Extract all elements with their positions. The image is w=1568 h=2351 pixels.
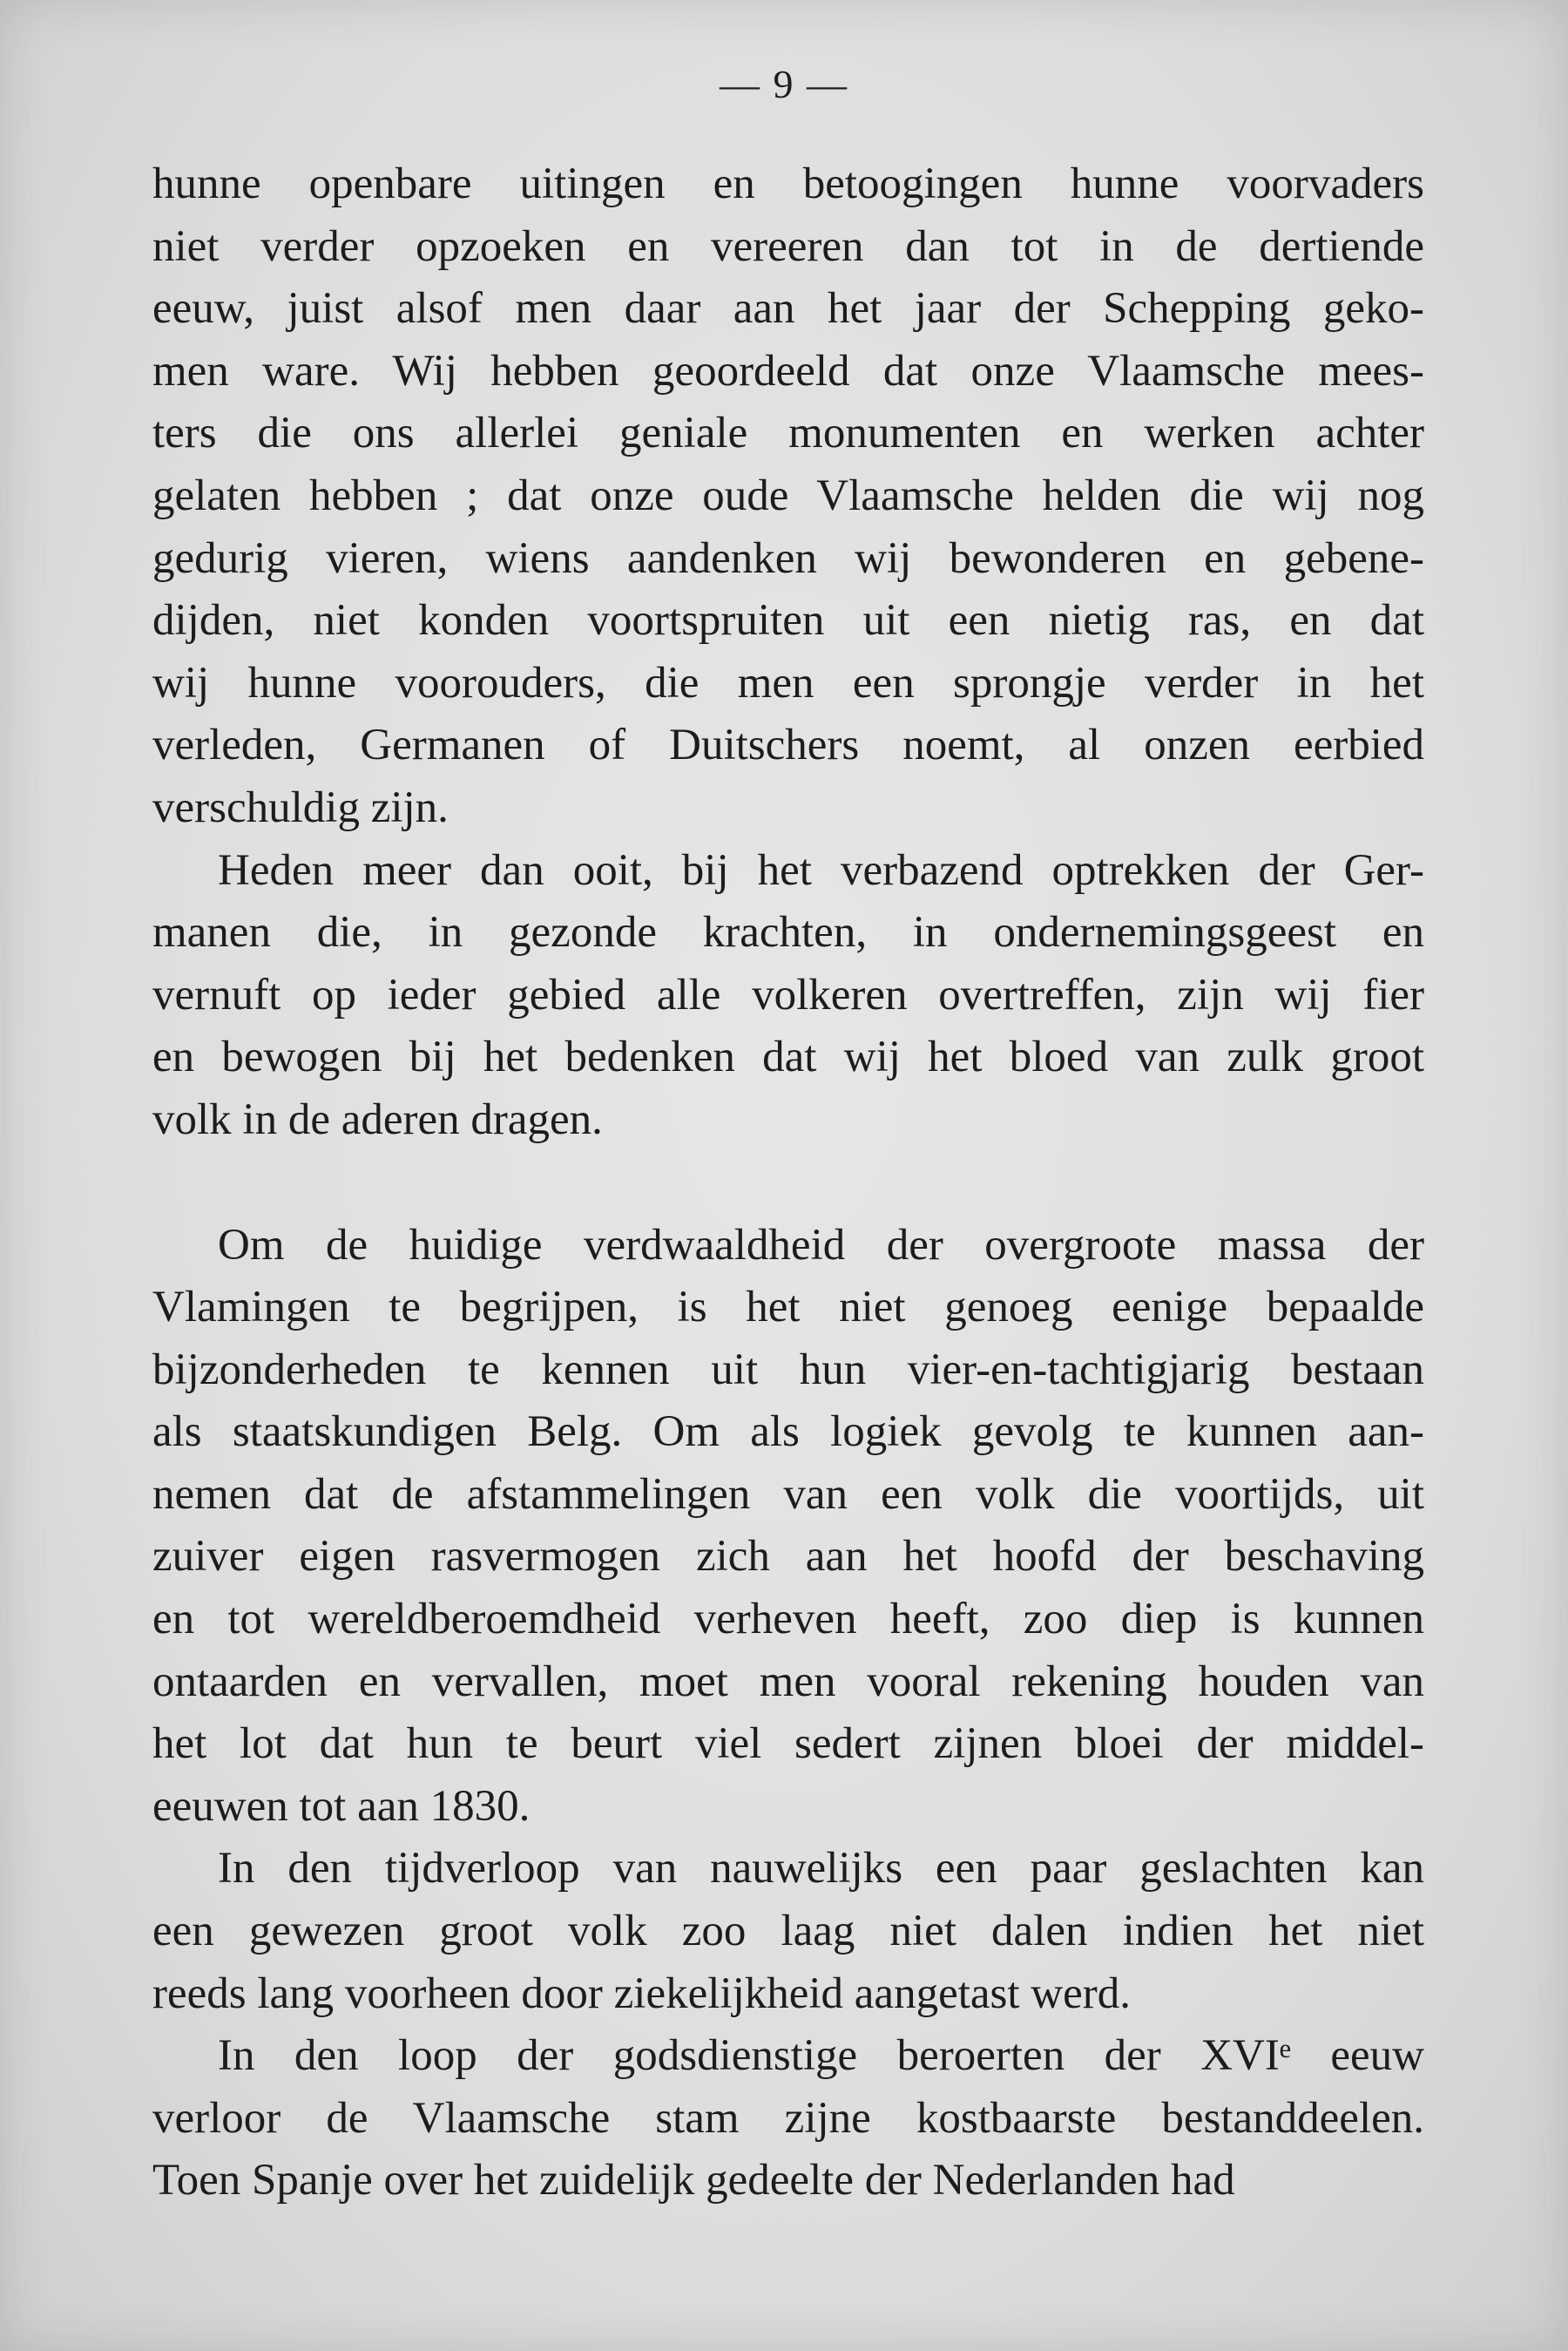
text-line: bijzonderheden te kennen uit hun vier-en-tachtigjarig bestaan (152, 1345, 1424, 1394)
text-line: Toen Spanje over het zuidelijk gedeelte der Nederlanden had (152, 2156, 1235, 2205)
text-line: manen die, in gezonde krachten, in ondernemingsgeest en (152, 908, 1424, 958)
text-line: niet verder opzoeken en vereeren dan tot in de dertiende (152, 221, 1424, 271)
text-line: men ware. Wij hebben geoordeeld dat onze Vlaamsche mees- (152, 346, 1424, 396)
text-line: gedurig vieren, wiens aandenken wij bewonderen en gebene- (152, 533, 1424, 583)
text-line: verloor de Vlaamsche stam zijne kostbaarste bestanddeelen. (152, 2093, 1424, 2143)
text-line: en tot wereldberoemdheid verheven heeft, zoo diep is kunnen (152, 1595, 1424, 1644)
text-line: als staatskundigen Belg. Om als logiek gevolg te kunnen aan- (152, 1407, 1424, 1457)
body-text (152, 153, 1424, 2212)
text-line: ontaarden en vervallen, moet men vooral rekening houden van (152, 1657, 1424, 1706)
text-line: nemen dat de afstammelingen van een volk die voortijds, uit (152, 1469, 1424, 1519)
text-line: eeuw, juist alsof men daar aan het jaar der Schepping geko- (152, 284, 1424, 334)
text-line: verleden, Germanen of Duitschers noemt, al onzen eerbied (152, 721, 1424, 770)
text-line: Heden meer dan ooit, bij het verbazend optrekken der Ger- (218, 845, 1424, 895)
paragraph (152, 1215, 1424, 1839)
section-break (152, 1152, 1424, 1215)
text-line: ters die ons allerlei geniale monumenten en werken achter (152, 409, 1424, 458)
paragraph (152, 153, 1424, 840)
text-line: hunne openbare uitingen en betoogingen hunne voorvaders (152, 159, 1424, 208)
page-number: — 9 — (720, 62, 848, 106)
text-line: In den tijdverloop van nauwelijks een paar geslachten kan (218, 1844, 1424, 1894)
text-line: Vlamingen te begrijpen, is het niet genoeg eenige bepaalde (152, 1283, 1424, 1332)
text-line: eeuwen tot aan 1830. (152, 1781, 531, 1831)
text-line: wij hunne voorouders, die men een sprongje verder in het (152, 658, 1424, 708)
paragraph (152, 2025, 1424, 2212)
text-line: zuiver eigen rasvermogen zich aan het hoofd der beschaving (152, 1532, 1424, 1582)
text-line: dijden, niet konden voortspruiten uit een nietig ras, en dat (152, 596, 1424, 646)
text-line: en bewogen bij het bedenken dat wij het bloed van zulk groot (152, 1033, 1424, 1082)
text-line: volk in de aderen dragen. (152, 1094, 603, 1144)
text-line: vernuft op ieder gebied alle volkeren overtreffen, zijn wij fier (152, 970, 1424, 1020)
text-line: In den loop der godsdienstige beroerten der XVIᵉ eeuw (218, 2031, 1424, 2081)
text-line: het lot dat hun te beurt viel sedert zijnen bloei der middel- (152, 1719, 1424, 1769)
text-line: reeds lang voorheen door ziekelijkheid aangetast werd. (152, 1968, 1131, 2018)
text-line: verschuldig zijn. (152, 783, 449, 832)
text-line: een gewezen groot volk zoo laag niet dalen indien het niet (152, 1907, 1424, 1956)
text-line: gelaten hebben ; dat onze oude Vlaamsche helden die wij nog (152, 471, 1424, 520)
paragraph (152, 1838, 1424, 2025)
text-line: Om de huidige verdwaaldheid der overgroote massa der (218, 1220, 1424, 1270)
paragraph (152, 840, 1424, 1152)
